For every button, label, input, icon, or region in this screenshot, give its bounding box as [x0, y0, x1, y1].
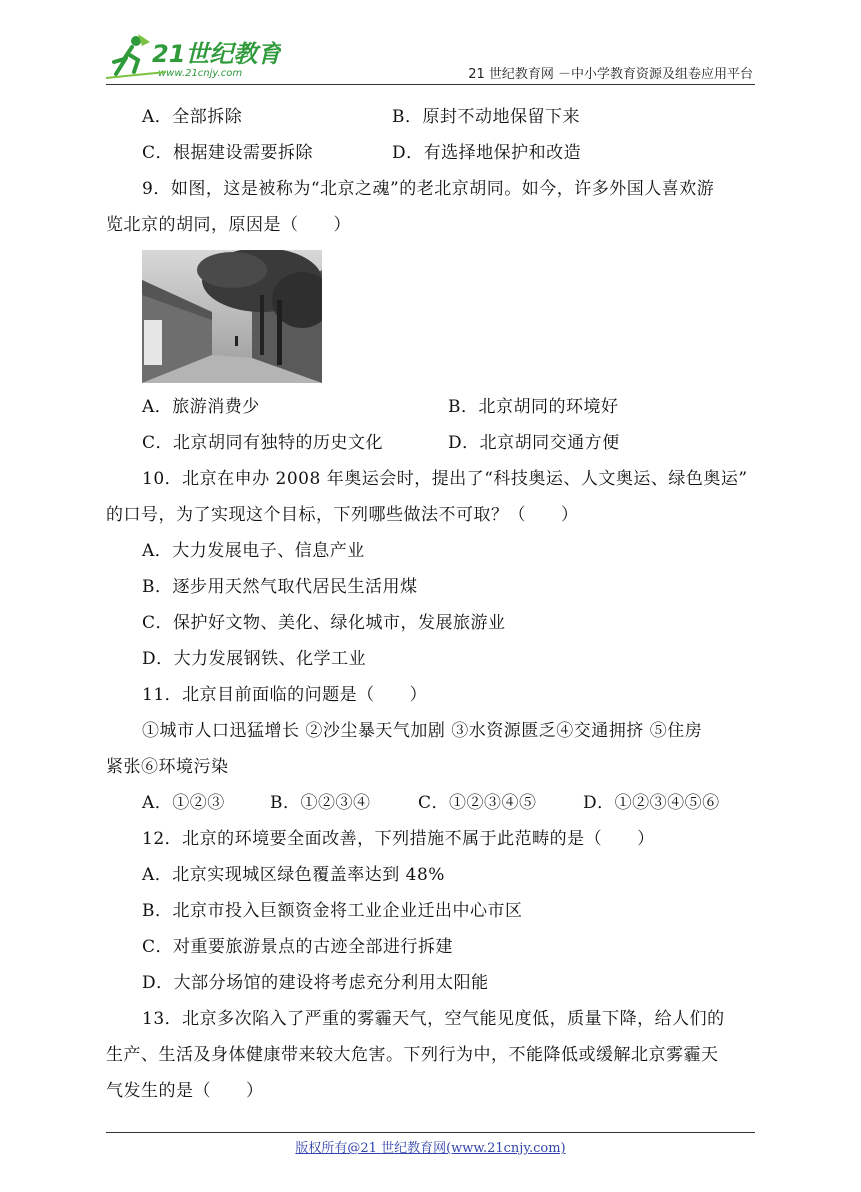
site-logo — [106, 32, 281, 80]
q9-stem-line-2: 览北京的胡同，原因是（ ） — [106, 215, 351, 235]
hutong-photo — [142, 250, 322, 383]
q9-option-c: C．北京胡同有独特的历史文化 — [142, 433, 384, 453]
header-divider — [106, 84, 755, 85]
page-header — [0, 0, 861, 90]
q8-option-d: D．有选择地保护和改造 — [392, 143, 582, 163]
q11-items-line-1: ①城市人口迅猛增长 ②沙尘暴天气加剧 ③水资源匮乏④交通拥挤 ⑤住房 — [142, 721, 703, 741]
footer-divider — [106, 1132, 755, 1133]
q10-stem-line-1: 10．北京在申办 2008 年奥运会时，提出了“科技奥运、人文奥运、绿色奥运” — [142, 469, 748, 489]
q8-option-a: A．全部拆除 — [142, 107, 243, 127]
q11-stem: 11．北京目前面临的问题是（ ） — [142, 685, 428, 705]
q12-option-b: B．北京市投入巨额资金将工业企业迁出中心市区 — [142, 901, 523, 921]
q9-option-b: B．北京胡同的环境好 — [448, 397, 619, 417]
q12-option-a: A．北京实现城区绿色覆盖率达到 48% — [142, 865, 445, 885]
q9-option-a: A．旅游消费少 — [142, 397, 260, 417]
q8-option-b: B．原封不动地保留下来 — [392, 107, 580, 127]
logo-text: 21世纪教育 — [152, 40, 281, 68]
q11-option-c: C．①②③④⑤ — [418, 793, 537, 813]
q11-option-d: D．①②③④⑤⑥ — [583, 793, 720, 813]
q12-option-d: D．大部分场馆的建设将考虑充分利用太阳能 — [142, 973, 489, 993]
q10-option-c: C．保护好文物、美化、绿化城市，发展旅游业 — [142, 613, 506, 633]
q10-option-d: D．大力发展钢铁、化学工业 — [142, 649, 367, 669]
q12-option-c: C．对重要旅游景点的古迹全部进行拆建 — [142, 937, 454, 957]
runner-icon — [114, 34, 150, 74]
q8-option-c: C．根据建设需要拆除 — [142, 143, 314, 163]
q10-option-b: B．逐步用天然气取代居民生活用煤 — [142, 577, 418, 597]
q11-items-line-2: 紧张⑥环境污染 — [106, 757, 229, 777]
q9-option-d: D．北京胡同交通方便 — [448, 433, 620, 453]
site-tagline: 21 世纪教育网 －中小学教育资源及组卷应用平台 — [468, 67, 753, 82]
q10-stem-line-2: 的口号，为了实现这个目标，下列哪些做法不可取？（ ） — [106, 505, 579, 525]
q13-stem-line-3: 气发生的是（ ） — [106, 1081, 264, 1101]
q13-stem-line-2: 生产、生活及身体健康带来较大危害。下列行为中，不能降低或缓解北京雾霾天 — [106, 1045, 719, 1065]
q11-option-b: B．①②③④ — [270, 793, 371, 813]
copyright-link[interactable]: 版权所有@21 世纪教育网(www.21cnjy.com) — [295, 1141, 566, 1156]
q10-option-a: A．大力发展电子、信息产业 — [142, 541, 365, 561]
logo-url: www.21cnjy.com — [158, 68, 243, 79]
q9-stem-line-1: 9．如图，这是被称为“北京之魂”的老北京胡同。如今，许多外国人喜欢游 — [142, 179, 715, 199]
q13-stem-line-1: 13．北京多次陷入了严重的雾霾天气，空气能见度低，质量下降，给人们的 — [142, 1009, 725, 1029]
q12-stem: 12．北京的环境要全面改善，下列措施不属于此范畴的是（ ） — [142, 829, 655, 849]
q11-option-a: A．①②③ — [142, 793, 225, 813]
